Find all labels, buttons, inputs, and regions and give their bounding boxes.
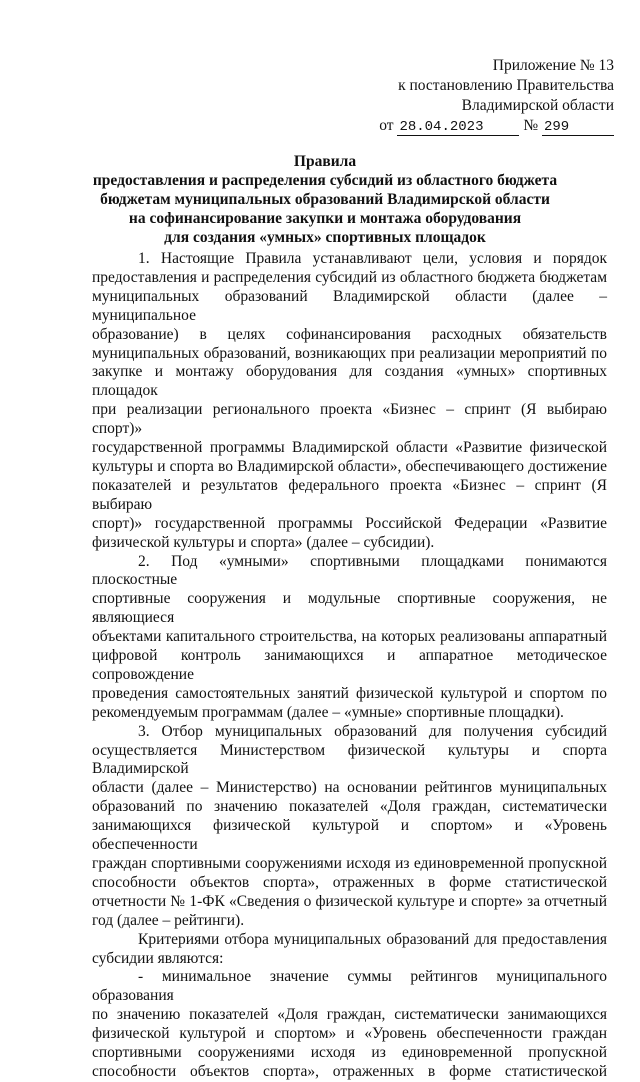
text-line: способности объектов спорта», отраженных в форме статистической xyxy=(92,873,607,891)
number-value: 299 xyxy=(542,119,614,136)
text-line: год (далее – рейтинги). xyxy=(92,911,245,929)
text-line: образований по значению показателей «Доля граждан, систематически xyxy=(92,798,607,816)
text-line: показателей и результатов федерального проекта «Бизнес – спринт (Я выбираю xyxy=(92,476,607,513)
paragraph-4 xyxy=(92,931,607,969)
text-line: субсидии являются: xyxy=(92,949,224,967)
text-line: по значению показателей «Доля граждан, систематически занимающихся xyxy=(92,1006,607,1024)
text-line: объектами капитального строительства, на которых реализованы аппаратный xyxy=(92,628,607,646)
text-line: рекомендуемым программам (далее – «умные» спортивные площадки). xyxy=(92,703,564,721)
date-prefix: от xyxy=(379,117,394,134)
document-title xyxy=(80,152,570,247)
text-line: спортивные сооружения и модульные спортивные сооружения, не являющиеся xyxy=(92,590,607,627)
text-line: муниципальных образований, возникающих при реализации мероприятий по xyxy=(92,344,607,362)
number-prefix: № xyxy=(523,117,539,134)
text-line: государственной программы Владимирской области «Развитие физической xyxy=(92,439,607,457)
text-line: 3. Отбор муниципальных образований для получения субсидий xyxy=(138,722,607,740)
text-line: способности объектов спорта», отраженных в форме статистической xyxy=(92,1062,607,1080)
text-line: цифровой контроль занимающихся и аппаратное методическое сопровождение xyxy=(92,647,607,683)
text-line: при реализации регионального проекта «Бизнес – спринт (Я выбираю спорт)» xyxy=(92,401,607,438)
text-line: образование) в целях софинансирования расходных обязательств xyxy=(92,325,607,343)
title-line: бюджетам муниципальных образований Владимирской области xyxy=(100,191,550,208)
date-value: 28.04.2023 xyxy=(397,119,519,136)
appendix-title: Приложение № 13 xyxy=(492,57,614,74)
appendix-region: Владимирской области xyxy=(461,97,614,114)
text-line: 2. Под «умными» спортивными площадками понимаются плоскостные xyxy=(92,552,607,589)
text-line: отчетности № 1-ФК «Сведения о физической культуре и спорте» за отчетный xyxy=(92,892,607,910)
text-line: 1. Настоящие Правила устанавливают цели, условия и порядок xyxy=(138,250,607,267)
appendix-header xyxy=(330,56,614,136)
paragraph-1 xyxy=(92,250,607,553)
text-line: проведения самостоятельных занятий физической культурой и спортом по xyxy=(92,684,607,702)
paragraph-3 xyxy=(92,723,607,931)
text-line: физической культуры и спорта» (далее – субсидии). xyxy=(92,533,435,551)
appendix-date-line xyxy=(330,116,614,136)
title-line: Правила xyxy=(293,153,357,170)
appendix-resolution: к постановлению Правительства xyxy=(398,77,614,94)
text-line: осуществляется Министерством физической культуры и спорта Владимирской xyxy=(92,741,607,778)
text-line: предоставления и распределения субсидий из областного бюджета бюджетам xyxy=(92,268,607,286)
text-line: спортивными сооружениями исходя из единовременной пропускной xyxy=(92,1044,607,1062)
text-line: занимающихся физической культурой и спортом» и «Уровень обеспеченности xyxy=(92,817,607,854)
text-line: граждан спортивными сооружениями исходя из единовременной пропускной xyxy=(92,855,607,872)
text-line: культуры и спорта во Владимирской области», обеспечивающего достижение xyxy=(92,457,607,475)
text-line: - минимальное значение суммы рейтингов муниципального образования xyxy=(92,968,607,1005)
paragraph-5 xyxy=(92,968,607,1081)
text-line: Критериями отбора муниципальных образований для предоставления xyxy=(138,930,607,948)
document-body xyxy=(92,250,607,1082)
text-line: области (далее – Министерство) на основании рейтингов муниципальных xyxy=(92,779,607,797)
text-line: спорт)» государственной программы Российской Федерации «Развитие xyxy=(92,514,607,532)
text-line: муниципальных образований Владимирской области (далее – муниципальное xyxy=(92,287,607,324)
paragraph-2 xyxy=(92,553,607,723)
text-line: физической культурой и спортом» и «Уровень обеспеченности граждан xyxy=(92,1025,607,1043)
title-line: для создания «умных» спортивных площадок xyxy=(164,229,486,246)
title-line: на софинансирование закупки и монтажа оборудования xyxy=(128,210,522,227)
text-line: закупке и монтажу оборудования для создания «умных» спортивных площадок xyxy=(92,363,607,400)
title-line: предоставления и распределения субсидий из областного бюджета xyxy=(92,172,558,189)
